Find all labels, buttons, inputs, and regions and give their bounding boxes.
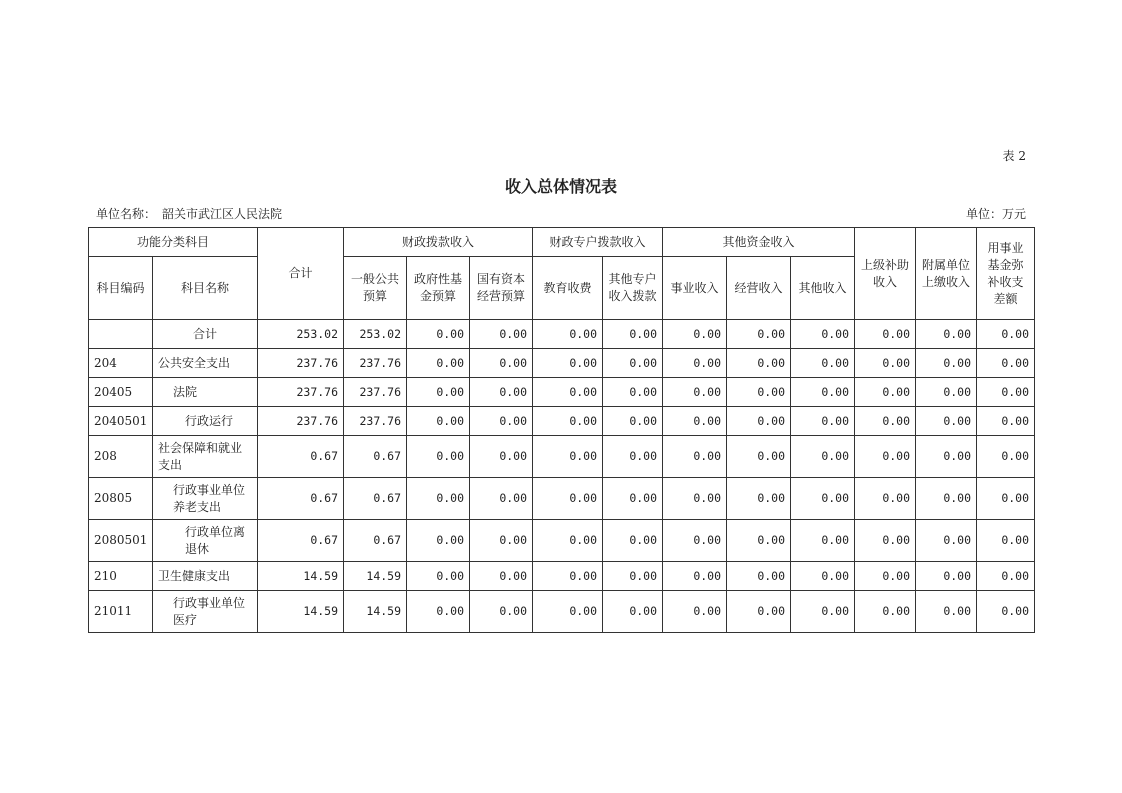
header-affiliated: 附属单位上缴收入 [916, 228, 977, 320]
row-value: 0.00 [663, 349, 727, 378]
row-code [89, 320, 153, 349]
row-value: 14.59 [344, 562, 407, 591]
table-row [89, 436, 1035, 478]
header-other-funds: 其他资金收入 [663, 228, 855, 257]
row-value: 0.00 [663, 320, 727, 349]
header-gov-fund: 政府性基金预算 [407, 257, 470, 320]
row-value: 0.67 [344, 478, 407, 520]
row-value: 237.76 [258, 349, 344, 378]
row-value: 0.00 [855, 378, 916, 407]
row-code: 204 [89, 349, 153, 378]
row-code: 20405 [89, 378, 153, 407]
row-value: 0.00 [533, 436, 603, 478]
row-value: 0.00 [407, 520, 470, 562]
row-name: 公共安全支出 [153, 349, 258, 378]
header-code: 科目编码 [89, 257, 153, 320]
row-value: 0.00 [407, 478, 470, 520]
row-value: 0.00 [603, 478, 663, 520]
row-value: 0.00 [663, 520, 727, 562]
currency-unit-label: 单位：万元 [965, 207, 1026, 221]
row-value: 0.00 [727, 407, 791, 436]
row-value: 237.76 [344, 407, 407, 436]
header-other-special: 其他专户收入拨款 [603, 257, 663, 320]
row-value: 0.00 [727, 591, 791, 633]
row-value: 0.00 [533, 349, 603, 378]
row-value: 0.00 [603, 562, 663, 591]
row-code: 21011 [89, 591, 153, 633]
row-value: 0.00 [977, 591, 1035, 633]
row-code: 2040501 [89, 407, 153, 436]
row-value: 0.00 [663, 478, 727, 520]
row-value: 0.00 [791, 407, 855, 436]
row-value: 0.00 [977, 562, 1035, 591]
table-row [89, 320, 1035, 349]
row-value: 0.00 [603, 349, 663, 378]
row-value: 0.00 [977, 378, 1035, 407]
row-value: 0.00 [791, 478, 855, 520]
row-value: 0.00 [791, 436, 855, 478]
row-value: 14.59 [258, 562, 344, 591]
table-row [89, 562, 1035, 591]
row-value: 0.00 [533, 478, 603, 520]
row-name: 行政运行 [153, 407, 258, 436]
row-value: 0.00 [407, 378, 470, 407]
row-value: 0.00 [916, 591, 977, 633]
header-general-budget: 一般公共预算 [344, 257, 407, 320]
row-value: 0.00 [791, 320, 855, 349]
row-code: 210 [89, 562, 153, 591]
row-value: 0.00 [916, 378, 977, 407]
row-value: 0.00 [603, 320, 663, 349]
row-value: 0.00 [791, 378, 855, 407]
row-value: 0.00 [470, 562, 533, 591]
row-value: 0.00 [603, 407, 663, 436]
row-value: 0.00 [727, 478, 791, 520]
header-name: 科目名称 [153, 257, 258, 320]
unit-name-label: 单位名称： 韶关市武江区人民法院 [96, 207, 283, 221]
row-value: 0.00 [533, 407, 603, 436]
row-code: 2080501 [89, 520, 153, 562]
row-value: 0.00 [470, 320, 533, 349]
row-value: 0.00 [663, 378, 727, 407]
row-value: 0.67 [258, 436, 344, 478]
row-value: 0.67 [258, 478, 344, 520]
row-value: 0.00 [916, 436, 977, 478]
row-name: 行政单位离退休 [153, 520, 258, 562]
table-row [89, 378, 1035, 407]
row-value: 0.00 [977, 349, 1035, 378]
header-func-class: 功能分类科目 [89, 228, 258, 257]
header-upper-subsidy: 上级补助收入 [855, 228, 916, 320]
page-title: 收入总体情况表 [504, 177, 617, 196]
row-value: 0.00 [977, 407, 1035, 436]
table-row [89, 478, 1035, 520]
row-value: 14.59 [258, 591, 344, 633]
row-value: 0.00 [916, 407, 977, 436]
row-value: 0.00 [407, 436, 470, 478]
row-name: 行政事业单位医疗 [153, 591, 258, 633]
row-value: 237.76 [258, 378, 344, 407]
row-value: 0.00 [916, 320, 977, 349]
row-name: 卫生健康支出 [153, 562, 258, 591]
row-value: 0.00 [603, 591, 663, 633]
row-value: 0.00 [977, 478, 1035, 520]
row-value: 0.67 [344, 520, 407, 562]
row-value: 237.76 [344, 349, 407, 378]
row-value: 0.00 [916, 562, 977, 591]
row-value: 0.00 [533, 320, 603, 349]
row-value: 0.00 [977, 436, 1035, 478]
row-value: 0.00 [855, 349, 916, 378]
row-value: 0.00 [791, 520, 855, 562]
row-value: 0.00 [407, 407, 470, 436]
row-value: 0.00 [727, 520, 791, 562]
income-summary-table [88, 227, 1035, 633]
row-value: 0.00 [916, 349, 977, 378]
row-value: 0.00 [791, 591, 855, 633]
row-value: 0.00 [603, 520, 663, 562]
row-value: 0.00 [727, 349, 791, 378]
row-name: 合计 [153, 320, 258, 349]
row-value: 237.76 [258, 407, 344, 436]
row-value: 0.67 [344, 436, 407, 478]
row-value: 0.00 [470, 591, 533, 633]
row-value: 0.00 [727, 378, 791, 407]
row-value: 0.00 [533, 520, 603, 562]
row-name: 社会保障和就业支出 [153, 436, 258, 478]
row-value: 0.00 [977, 520, 1035, 562]
row-code: 20805 [89, 478, 153, 520]
row-value: 0.00 [977, 320, 1035, 349]
row-value: 0.00 [663, 407, 727, 436]
header-fiscal-grant: 财政拨款收入 [344, 228, 533, 257]
header-total: 合计 [258, 228, 344, 320]
table-row [89, 407, 1035, 436]
row-value: 0.00 [727, 562, 791, 591]
row-value: 0.00 [855, 407, 916, 436]
row-value: 0.00 [916, 520, 977, 562]
row-value: 0.00 [407, 591, 470, 633]
row-value: 0.00 [407, 349, 470, 378]
row-value: 0.00 [470, 349, 533, 378]
header-fiscal-special: 财政专户拨款收入 [533, 228, 663, 257]
row-value: 0.00 [791, 349, 855, 378]
row-value: 0.00 [855, 591, 916, 633]
row-value: 0.00 [791, 562, 855, 591]
header-state-capital: 国有资本经营预算 [470, 257, 533, 320]
row-value: 0.00 [855, 436, 916, 478]
row-value: 0.00 [470, 436, 533, 478]
row-code: 208 [89, 436, 153, 478]
row-value: 0.00 [603, 378, 663, 407]
table-number-label: 表 2 [1002, 149, 1026, 163]
header-other-income: 其他收入 [791, 257, 855, 320]
header-edu-fee: 教育收费 [533, 257, 603, 320]
row-value: 0.00 [855, 320, 916, 349]
row-value: 0.00 [603, 436, 663, 478]
row-value: 237.76 [344, 378, 407, 407]
row-value: 0.00 [533, 378, 603, 407]
row-value: 0.00 [855, 562, 916, 591]
row-value: 0.00 [663, 436, 727, 478]
row-value: 0.00 [855, 478, 916, 520]
header-business-income: 事业收入 [663, 257, 727, 320]
row-value: 0.00 [533, 562, 603, 591]
table-row [89, 591, 1035, 633]
row-value: 0.00 [470, 478, 533, 520]
row-name: 行政事业单位养老支出 [153, 478, 258, 520]
table-row [89, 349, 1035, 378]
row-value: 0.00 [727, 436, 791, 478]
row-value: 0.00 [916, 478, 977, 520]
header-business-fund: 用事业基金弥补收支差额 [977, 228, 1035, 320]
row-value: 253.02 [344, 320, 407, 349]
row-value: 0.00 [855, 520, 916, 562]
row-value: 0.00 [407, 562, 470, 591]
row-value: 0.00 [407, 320, 470, 349]
row-value: 0.00 [727, 320, 791, 349]
row-value: 0.00 [470, 520, 533, 562]
row-value: 0.00 [470, 378, 533, 407]
header-operating-income: 经营收入 [727, 257, 791, 320]
row-name: 法院 [153, 378, 258, 407]
row-value: 0.67 [258, 520, 344, 562]
row-value: 14.59 [344, 591, 407, 633]
row-value: 0.00 [533, 591, 603, 633]
row-value: 253.02 [258, 320, 344, 349]
row-value: 0.00 [470, 407, 533, 436]
row-value: 0.00 [663, 562, 727, 591]
row-value: 0.00 [663, 591, 727, 633]
table-row [89, 520, 1035, 562]
